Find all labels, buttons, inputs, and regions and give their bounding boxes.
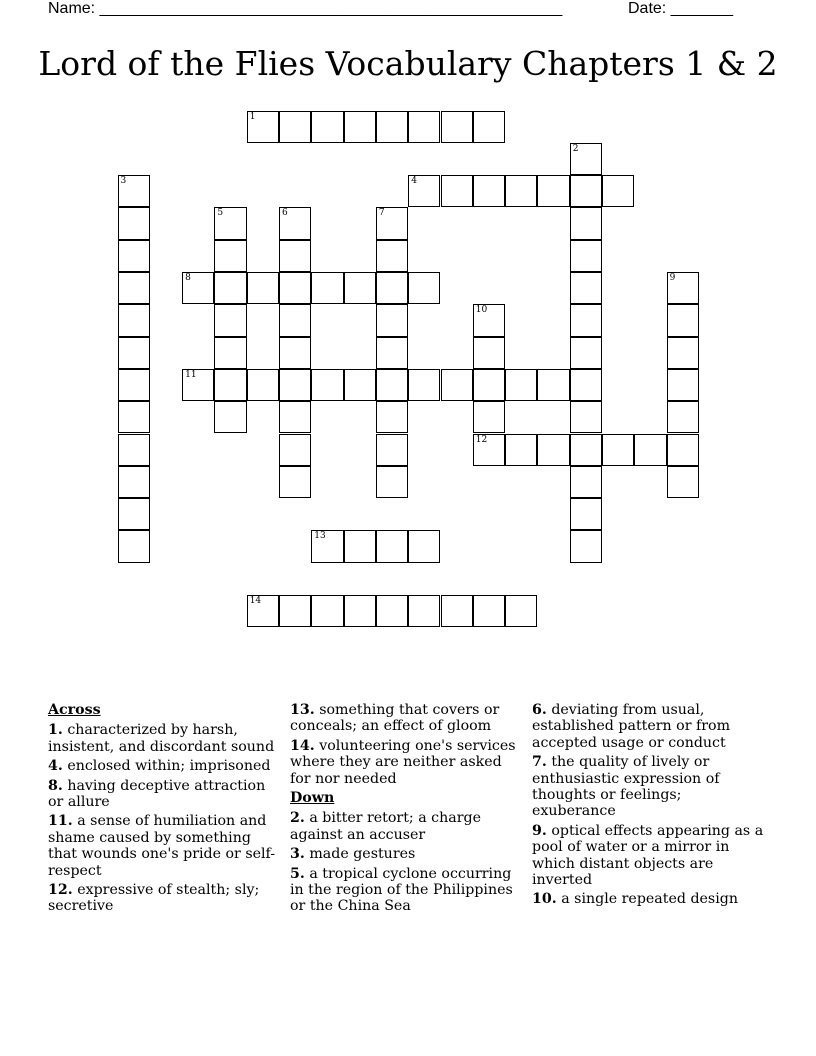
- grid-cell[interactable]: [473, 369, 505, 401]
- name-field-label: Name: ____________________________________________________: [48, 0, 563, 17]
- grid-cell[interactable]: [570, 175, 602, 207]
- grid-cell[interactable]: [214, 240, 246, 272]
- grid-cell[interactable]: [118, 207, 150, 239]
- clue-number: 6.: [532, 702, 547, 718]
- grid-cell[interactable]: [214, 337, 246, 369]
- grid-cell[interactable]: [376, 369, 408, 401]
- cell-number: 7: [378, 208, 385, 219]
- clue-text: expressive of stealth; sly; secretive: [48, 882, 260, 915]
- grid-cell[interactable]: [537, 434, 569, 466]
- date-field-label: Date: _______: [628, 0, 733, 17]
- grid-cell[interactable]: [570, 207, 602, 239]
- cell-number: 11: [185, 369, 197, 380]
- grid-cell[interactable]: [570, 369, 602, 401]
- clue-number: 5.: [290, 865, 305, 882]
- grid-cell[interactable]: [279, 111, 311, 143]
- grid-cell[interactable]: [570, 530, 602, 562]
- clue-down-2: [290, 810, 526, 843]
- grid-cell[interactable]: [279, 272, 311, 304]
- grid-cell[interactable]: [570, 337, 602, 369]
- grid-cell[interactable]: [376, 401, 408, 433]
- clue-across-13: [290, 702, 526, 735]
- clue-text: a tropical cyclone occurring in the region of the Philippines or the China Sea: [290, 865, 513, 915]
- grid-cell[interactable]: [214, 304, 246, 336]
- cell-number: 10: [475, 305, 488, 316]
- grid-cell[interactable]: [118, 498, 150, 530]
- grid-cell[interactable]: [118, 175, 150, 207]
- grid-cell[interactable]: [376, 207, 408, 239]
- grid-cell[interactable]: [118, 369, 150, 401]
- grid-cell[interactable]: [602, 434, 634, 466]
- grid-cell[interactable]: [570, 240, 602, 272]
- grid-cell[interactable]: [570, 304, 602, 336]
- across-heading: Across: [48, 702, 101, 718]
- clue-text: having deceptive attraction or allure: [48, 777, 266, 811]
- clue-number: 4.: [48, 758, 63, 775]
- clue-text: deviating from usual, established pattern or from accepted usage or conduct: [532, 702, 731, 751]
- grid-cell[interactable]: [279, 240, 311, 272]
- clue-number: 7.: [532, 754, 547, 771]
- grid-cell[interactable]: [505, 434, 537, 466]
- clue-down-9: [532, 823, 768, 889]
- grid-cell[interactable]: [279, 207, 311, 239]
- clue-number: 8.: [48, 777, 63, 794]
- grid-cell[interactable]: [279, 337, 311, 369]
- grid-cell[interactable]: [311, 595, 343, 627]
- grid-cell[interactable]: [505, 369, 537, 401]
- grid-cell[interactable]: [667, 304, 699, 336]
- grid-cell[interactable]: [441, 369, 473, 401]
- grid-cell[interactable]: [667, 434, 699, 466]
- grid-cell[interactable]: [376, 530, 408, 562]
- grid-cell[interactable]: [408, 175, 440, 207]
- clue-text: enclosed within; imprisoned: [62, 758, 271, 775]
- grid-cell[interactable]: [118, 337, 150, 369]
- cell-number: 12: [475, 434, 488, 445]
- clue-number: 1.: [48, 722, 63, 739]
- grid-cell[interactable]: [118, 401, 150, 433]
- grid-cell[interactable]: [311, 369, 343, 401]
- cell-number: 1: [249, 111, 256, 122]
- grid-cell[interactable]: [118, 240, 150, 272]
- cell-number: 4: [411, 176, 417, 187]
- grid-cell[interactable]: [408, 530, 440, 562]
- grid-cell[interactable]: [214, 369, 246, 401]
- grid-cell[interactable]: [634, 434, 666, 466]
- page-title: Lord of the Flies Vocabulary Chapters 1 & 2: [38, 44, 778, 83]
- grid-cell[interactable]: [473, 337, 505, 369]
- grid-cell[interactable]: [408, 111, 440, 143]
- grid-cell[interactable]: [441, 595, 473, 627]
- clue-across-12: [48, 882, 284, 915]
- cell-number: 5: [217, 208, 224, 219]
- grid-cell[interactable]: [473, 175, 505, 207]
- clue-number: 3.: [290, 846, 305, 863]
- grid-cell[interactable]: [570, 466, 602, 498]
- grid-cell[interactable]: [344, 530, 376, 562]
- grid-cell[interactable]: [505, 175, 537, 207]
- clue-text: something that covers or conceals; an effect of gloom: [290, 702, 500, 735]
- cell-number: 3: [120, 176, 127, 187]
- clue-text: a single repeated design: [556, 891, 738, 908]
- clue-across-14: [290, 738, 526, 787]
- grid-cell[interactable]: [279, 304, 311, 336]
- grid-cell[interactable]: [182, 369, 214, 401]
- grid-cell[interactable]: [441, 175, 473, 207]
- grid-cell[interactable]: [667, 401, 699, 433]
- grid-cell[interactable]: [279, 434, 311, 466]
- grid-cell[interactable]: [279, 401, 311, 433]
- clue-text: volunteering one's services where they are neither asked for nor needed: [290, 737, 516, 787]
- grid-cell[interactable]: [473, 304, 505, 336]
- grid-cell[interactable]: [473, 595, 505, 627]
- grid-cell[interactable]: [182, 272, 214, 304]
- grid-cell[interactable]: [441, 111, 473, 143]
- grid-cell[interactable]: [279, 466, 311, 498]
- clue-number: 2.: [290, 810, 305, 827]
- grid-cell[interactable]: [473, 401, 505, 433]
- grid-cell[interactable]: [570, 272, 602, 304]
- grid-cell[interactable]: [667, 369, 699, 401]
- clue-across-8: [48, 778, 284, 811]
- grid-cell[interactable]: [118, 530, 150, 562]
- grid-cell[interactable]: [247, 369, 279, 401]
- clue-number: 9.: [532, 822, 547, 839]
- grid-cell[interactable]: [376, 595, 408, 627]
- grid-cell[interactable]: [279, 595, 311, 627]
- grid-cell[interactable]: [344, 111, 376, 143]
- clue-across-1: [48, 722, 284, 755]
- grid-cell[interactable]: [247, 272, 279, 304]
- grid-cell[interactable]: [118, 466, 150, 498]
- clue-text: the quality of lively or enthusiastic expression of thoughts or feelings; exuberance: [532, 754, 720, 820]
- grid-cell[interactable]: [376, 240, 408, 272]
- cell-number: 8: [185, 273, 191, 283]
- clue-number: 14.: [290, 737, 315, 754]
- cell-number: 2: [572, 143, 579, 154]
- grid-cell[interactable]: [570, 143, 602, 175]
- grid-cell[interactable]: [408, 369, 440, 401]
- grid-cell[interactable]: [376, 337, 408, 369]
- clue-text: made gestures: [304, 846, 416, 863]
- grid-cell[interactable]: [602, 175, 634, 207]
- grid-cell[interactable]: [667, 466, 699, 498]
- grid-cell[interactable]: [118, 272, 150, 304]
- grid-cell[interactable]: [505, 595, 537, 627]
- grid-cell[interactable]: [214, 207, 246, 239]
- grid-cell[interactable]: [214, 401, 246, 433]
- grid-cell[interactable]: [667, 337, 699, 369]
- clues-column-2: [290, 702, 526, 918]
- cell-number: 13: [314, 531, 326, 542]
- clue-down-5: [290, 866, 526, 915]
- clues-column-3: [532, 702, 768, 911]
- clue-across-11: [48, 813, 284, 879]
- clue-text: a sense of humiliation and shame caused by something that wounds one's pride or self-respect: [48, 813, 276, 879]
- grid-cell[interactable]: [247, 111, 279, 143]
- grid-cell[interactable]: [473, 434, 505, 466]
- grid-cell[interactable]: [118, 434, 150, 466]
- clues-column-1: [48, 702, 284, 918]
- cell-number: 6: [282, 208, 288, 219]
- clue-number: 13.: [290, 702, 315, 718]
- grid-cell[interactable]: [570, 401, 602, 433]
- grid-cell[interactable]: [247, 595, 279, 627]
- down-heading: Down: [290, 790, 335, 807]
- grid-cell[interactable]: [376, 304, 408, 336]
- clue-down-3: [290, 846, 526, 862]
- clue-down-10: [532, 891, 768, 907]
- grid-cell[interactable]: [408, 272, 440, 304]
- cell-number: 14: [249, 596, 262, 606]
- clue-down-6: [532, 702, 768, 751]
- grid-cell[interactable]: [376, 111, 408, 143]
- grid-cell[interactable]: [473, 111, 505, 143]
- grid-cell[interactable]: [667, 272, 699, 304]
- grid-cell[interactable]: [344, 595, 376, 627]
- grid-cell[interactable]: [279, 369, 311, 401]
- clue-number: 11.: [48, 813, 73, 830]
- clue-down-7: [532, 754, 768, 820]
- grid-cell[interactable]: [570, 498, 602, 530]
- grid-cell[interactable]: [344, 272, 376, 304]
- clue-text: optical effects appearing as a pool of water or a mirror in which distant objects are inverted: [532, 822, 764, 889]
- cell-number: 9: [669, 273, 676, 283]
- grid-cell[interactable]: [376, 434, 408, 466]
- grid-cell[interactable]: [311, 530, 343, 562]
- clue-number: 12.: [48, 882, 73, 899]
- grid-cell[interactable]: [570, 434, 602, 466]
- clue-across-4: [48, 758, 284, 774]
- grid-cell[interactable]: [376, 272, 408, 304]
- grid-cell[interactable]: [214, 272, 246, 304]
- grid-cell[interactable]: [408, 595, 440, 627]
- clue-number: 10.: [532, 891, 557, 908]
- grid-cell[interactable]: [376, 466, 408, 498]
- grid-cell[interactable]: [311, 272, 343, 304]
- grid-cell[interactable]: [311, 111, 343, 143]
- grid-cell[interactable]: [118, 304, 150, 336]
- grid-cell[interactable]: [344, 369, 376, 401]
- grid-cell[interactable]: [537, 175, 569, 207]
- grid-cell[interactable]: [537, 369, 569, 401]
- clue-text: a bitter retort; a charge against an accuser: [290, 810, 481, 843]
- clue-text: characterized by harsh, insistent, and discordant sound: [48, 722, 275, 755]
